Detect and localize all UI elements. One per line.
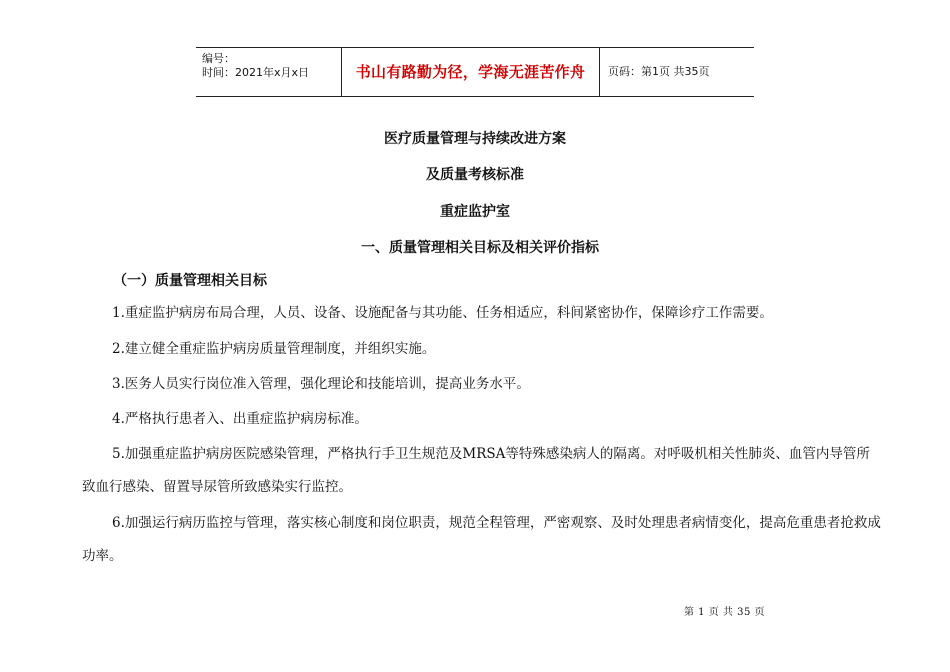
subsection-heading: （一）质量管理相关目标 <box>113 273 267 289</box>
section-heading: 一、质量管理相关目标及相关评价指标 <box>361 240 599 256</box>
paragraph-4: 4.严格执行患者入、出重症监护病房标准。 <box>112 411 368 427</box>
header-meta-cell <box>196 48 342 96</box>
paragraph-3: 3.医务人员实行岗位准入管理，强化理论和技能培训，提高业务水平。 <box>112 376 530 392</box>
department-title: 重症监护室 <box>440 204 510 220</box>
header-page-code: 页码：第1页 共35页 <box>608 65 710 78</box>
code-label: 编号： <box>202 52 235 65</box>
document-title: 医疗质量管理与持续改进方案 <box>384 131 566 147</box>
paragraph-2: 2.建立健全重症监护病房质量管理制度，并组织实施。 <box>112 341 436 357</box>
paragraph-6: 6.加强运行病历监控与管理，落实核心制度和岗位职责，规范全程管理，严密观察、及时处理患者病情变化，提高危重患者抢救成功率。 <box>82 515 881 564</box>
page-footer: 第 1 页 共 35 页 <box>684 607 765 618</box>
document-header-table <box>196 47 754 97</box>
paragraph-5: 5.加强重症监护病房医院感染管理，严格执行手卫生规范及MRSA等特殊感染病人的隔离。对呼吸机相关性肺炎、血管内导管所致血行感染、留置导尿管所致感染实行监控。 <box>82 446 870 495</box>
header-motto: 书山有路勤为径，学海无涯苦作舟 <box>342 48 600 96</box>
date-label: 时间：2021年x月x日 <box>202 66 310 79</box>
document-subtitle: 及质量考核标准 <box>426 167 524 183</box>
paragraph-1: 1.重症监护病房布局合理，人员、设备、设施配备与其功能、任务相适应，科间紧密协作，保障诊疗工作需要。 <box>112 305 773 321</box>
